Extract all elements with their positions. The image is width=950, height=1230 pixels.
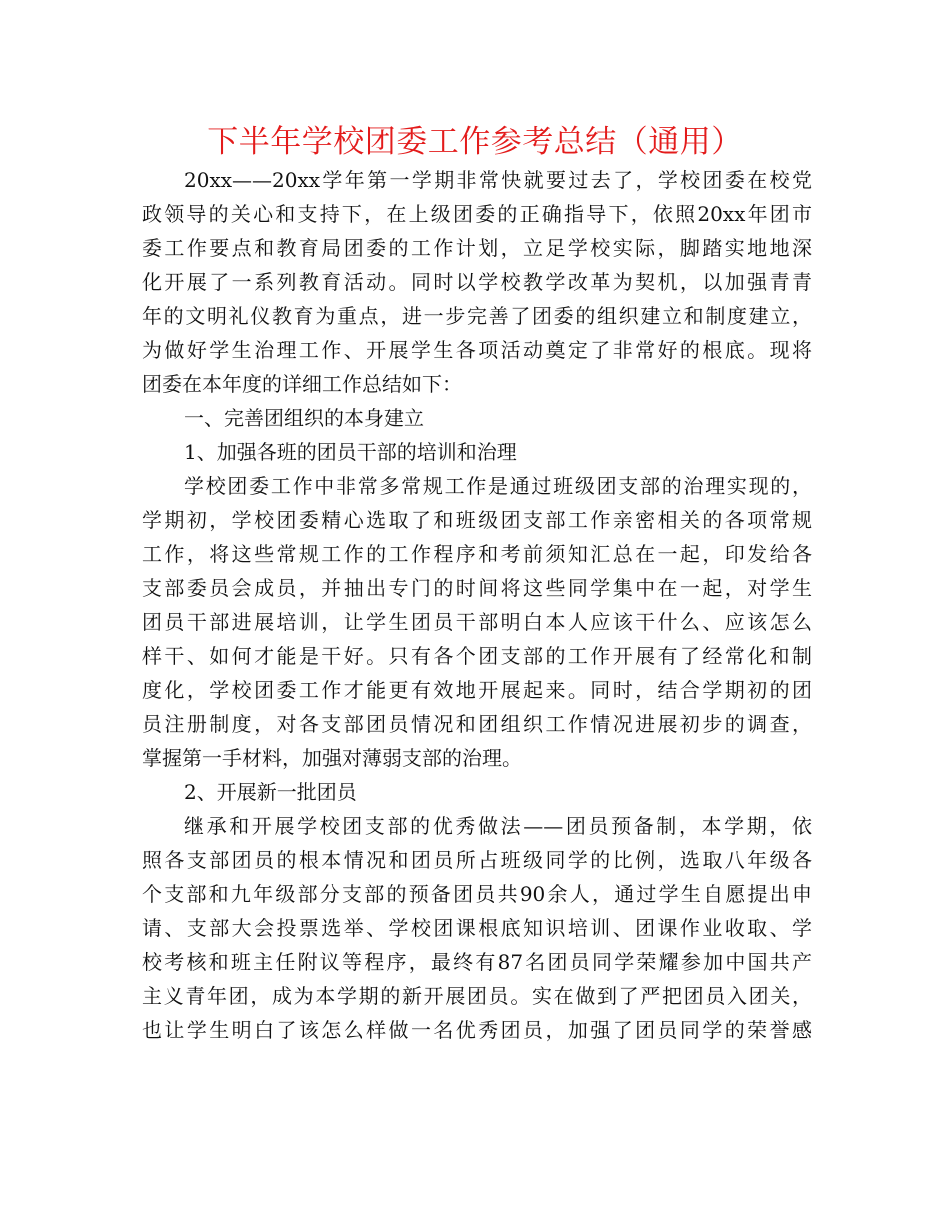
text-line: 样干、如何才能是干好。只有各个团支部的工作开展有了经常化和制: [142, 644, 812, 668]
document-title: 下半年学校团委工作参考总结（通用）: [207, 124, 743, 160]
text-line: 化开展了一系列教育活动。同时以学校教学改革为契机，以加强青青: [142, 270, 812, 294]
text-line: 也让学生明白了该怎么样做一名优秀团员，加强了团员同学的荣誉感: [142, 1018, 812, 1042]
text-line: 照各支部团员的根本情况和团员所占班级同学的比例，选取八年级各: [142, 848, 812, 872]
text-line: 政领导的关心和支持下，在上级团委的正确指导下，依照20xx年团市: [142, 202, 812, 226]
text-line: 委工作要点和教育局团委的工作计划，立足学校实际，脚踏实地地深: [142, 236, 812, 260]
text-line: 为做好学生治理工作、开展学生各项活动奠定了非常好的根底。现将: [142, 338, 812, 362]
text-line: 掌握第一手材料，加强对薄弱支部的治理。: [142, 746, 522, 770]
document-body: [142, 163, 812, 1047]
text-line: 请、支部大会投票选举、学校团课根底知识培训、团课作业收取、学: [142, 916, 812, 940]
text-line: 一、完善团组织的本身建立: [184, 406, 424, 430]
text-line: 团委在本年度的详细工作总结如下：: [142, 372, 462, 396]
text-line: 2、开展新一批团员: [184, 780, 357, 804]
text-line: 工作，将这些常规工作的工作程序和考前须知汇总在一起，印发给各: [142, 542, 812, 566]
text-line: 年的文明礼仪教育为重点，进一步完善了团委的组织建立和制度建立，: [142, 304, 812, 328]
text-line: 主义青年团，成为本学期的新开展团员。实在做到了严把团员入团关，: [142, 984, 812, 1008]
text-line: 度化，学校团委工作才能更有效地开展起来。同时，结合学期初的团: [142, 678, 812, 702]
text-line: 校考核和班主任附议等程序，最终有87名团员同学荣耀参加中国共产: [142, 950, 812, 974]
text-line: 个支部和九年级部分支部的预备团员共90余人，通过学生自愿提出申: [142, 882, 812, 906]
text-line: 20xx——20xx学年第一学期非常快就要过去了，学校团委在校党: [184, 168, 812, 192]
text-line: 学校团委工作中非常多常规工作是通过班级团支部的治理实现的，: [184, 474, 812, 498]
text-line: 学期初，学校团委精心选取了和班级团支部工作亲密相关的各项常规: [142, 508, 812, 532]
text-line: 支部委员会成员，并抽出专门的时间将这些同学集中在一起，对学生: [142, 576, 812, 600]
text-line: 1、加强各班的团员干部的培训和治理: [184, 440, 517, 464]
text-line: 继承和开展学校团支部的优秀做法——团员预备制，本学期，依: [184, 814, 812, 838]
text-line: 员注册制度，对各支部团员情况和团组织工作情况进展初步的调查，: [142, 712, 812, 736]
text-line: 团员干部进展培训，让学生团员干部明白本人应该干什么、应该怎么: [142, 610, 812, 634]
